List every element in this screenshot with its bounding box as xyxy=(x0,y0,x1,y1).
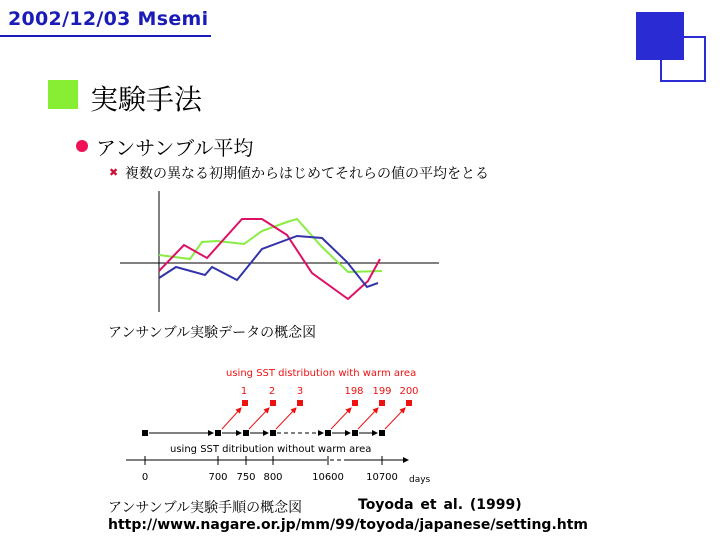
header-underline xyxy=(0,35,211,37)
baseline-label: using SST ditribution without warm area xyxy=(170,444,372,455)
day-tick-label: 10700 xyxy=(366,472,398,483)
warm-run-marker xyxy=(242,400,248,406)
day-tick-label: 10600 xyxy=(312,472,344,483)
run-label: 200 xyxy=(399,386,419,397)
title-square-icon xyxy=(48,80,78,109)
date-header: 2002/12/03 Msemi xyxy=(8,8,209,30)
baseline-run-marker xyxy=(243,430,249,436)
warm-run-marker xyxy=(379,400,385,406)
run-label: 2 xyxy=(268,386,276,397)
sub-bullet-text: 複数の異なる初期値からはじめてそれらの値の平均をとる xyxy=(125,166,489,182)
run-label: 199 xyxy=(372,386,392,397)
branch-arrow xyxy=(222,408,241,429)
branch-arrow xyxy=(249,408,269,429)
cross-bullet-icon: ✖ xyxy=(109,166,119,179)
bullet-text: アンサンブル平均 xyxy=(96,136,254,160)
warm-run-marker xyxy=(352,400,358,406)
citation: Toyoda et al. (1999) xyxy=(358,497,522,513)
ensemble-curve-red xyxy=(159,219,380,299)
day-tick-label: 750 xyxy=(236,472,256,483)
decor-square-outline xyxy=(660,36,706,82)
branch-arrow xyxy=(358,408,378,429)
run-label: 198 xyxy=(344,386,364,397)
baseline-run-marker xyxy=(325,430,331,436)
source-url[interactable]: http://www.nagare.or.jp/mm/99/toyoda/japanese/setting.htm xyxy=(108,517,589,533)
day-tick-label: 800 xyxy=(263,472,283,483)
bullet-dot-icon xyxy=(76,140,88,152)
ensemble-procedure-diagram xyxy=(118,362,448,488)
baseline-run-marker xyxy=(352,430,358,436)
day-tick-label: 700 xyxy=(208,472,228,483)
run-label: 1 xyxy=(240,386,248,397)
figure1-caption: アンサンブル実験データの概念図 xyxy=(108,325,317,341)
ensemble-concept-figure xyxy=(112,185,442,320)
figure2-caption: アンサンブル実験手順の概念図 xyxy=(108,500,303,516)
baseline-run-marker xyxy=(215,430,221,436)
ensemble-curve-blue xyxy=(159,236,378,287)
warm-run-marker xyxy=(270,400,276,406)
baseline-run-marker xyxy=(142,430,148,436)
branch-arrow xyxy=(276,408,296,429)
baseline-run-marker xyxy=(379,430,385,436)
branch-arrow xyxy=(385,408,405,429)
branch-arrow xyxy=(331,408,351,429)
slide-title: 実験手法 xyxy=(90,83,203,116)
warm-run-marker xyxy=(406,400,412,406)
baseline-run-marker xyxy=(270,430,276,436)
warm-area-label: using SST distribution with warm area xyxy=(226,368,417,379)
run-label: 3 xyxy=(296,386,304,397)
days-axis-label: days xyxy=(409,475,431,485)
day-tick-label: 0 xyxy=(141,472,149,483)
warm-run-marker xyxy=(297,400,303,406)
